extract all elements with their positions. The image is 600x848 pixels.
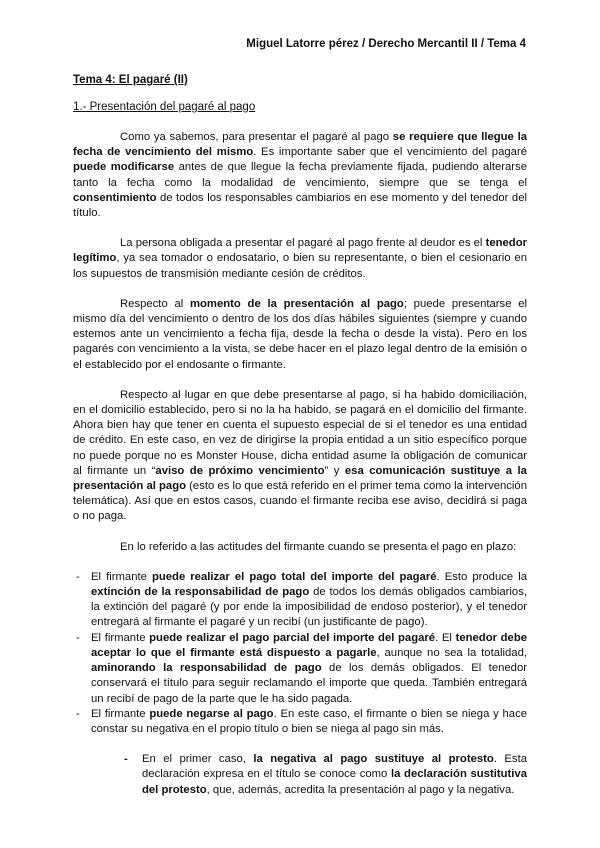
firmante-actions-list bbox=[73, 570, 527, 737]
list-item: - En el primer caso, la negativa al pago sustituye al protesto. Esta declaración expresa en el título se conoce como la declaración sustitutiva del protesto, que, además, acredita la presentación al pago y la negativa. bbox=[124, 753, 527, 796]
list-item: - El firmante puede negarse al pago. En este caso, el firmante o bien se niega y hace constar su negativa en el propio título o bien se niega al pago sin más. bbox=[76, 707, 528, 735]
document-body bbox=[73, 130, 527, 798]
paragraph-2: La persona obligada a presentar el pagaré al pago frente al deudor es el tenedor legítimo, ya sea tomador o endosatario, o bien su representante, o bien el cesionario en los supuestos de transmisión mediante cesión de créditos. bbox=[73, 237, 527, 280]
paragraph-5: En lo referido a las actitudes del firmante cuando se presenta el pago en plazo: bbox=[120, 540, 517, 553]
paragraph-3: Respecto al momento de la presentación al pago; puede presentarse el mismo día del vencimiento o dentro de los dos días hábiles siguientes (siempre y cuando estemos ante un vencimiento a fecha fija, desde la fecha o desde la vista). Pero en los pagarés con vencimiento a la vista, se debe hacer en el plazo legal dentro de la emisión o el establecido por el endosante o firmante. bbox=[73, 297, 528, 371]
negativa-sublist bbox=[124, 752, 527, 798]
list-item: - El firmante puede realizar el pago parcial del importe del pagaré. El tenedor debe aceptar lo que el firmante está dispuesto a pagarle, aunque no sea la totalidad, aminorando la responsabilidad de pago de los demás obligados. El tenedor conservará el título para seguir reclamando el importe que queda. También entregará un recibí de pago de la parte que le ha sido pagada. bbox=[76, 631, 528, 705]
document-title: Tema 4: El pagaré (II) bbox=[73, 74, 188, 86]
paragraph-1: Como ya sabemos, para presentar el pagaré al pago se requiere que llegue la fecha de vencimiento del mismo. Es importante saber que el vencimiento del pagaré puede modificarse antes de que llegue la fecha previamente fijada, pudiendo alterarse tanto la fecha como la modalidad de vencimiento, siempre que se tenga el consentimiento de todos los responsables cambiarios en ese momento y del tenedor del título. bbox=[73, 131, 527, 220]
paragraph-4: Respecto al lugar en que debe presentarse al pago, si ha habido domiciliación, en el domicilio establecido, pero si no la ha habido, se pagará en el domicilio del firmante. Ahora bien hay que tener en cuenta el supuesto especial de si el tenedor es una entidad de crédito. En este caso, en vez de dirigirse la propia entidad a un sitio específico porque no puede porque no es Monster House, dicha entidad asume la obligación de comunicar al firmante un “aviso de próximo vencimiento” y esa comunicación sustituye a la presentación al pago (esto es lo que está referido en el primer tema como la intervención telemática). Así que en estos casos, cuando el firmante reciba ese aviso, decidirá si paga o no paga. bbox=[73, 388, 528, 523]
page-header: Miguel Latorre pérez / Derecho Mercantil II / Tema 4 bbox=[246, 38, 526, 50]
list-item: - El firmante puede realizar el pago total del importe del pagaré. Esto produce la extinción de la responsabilidad de pago de todos los demás obligados cambiarios, la extinción del pagaré (y por ende la imposibilidad de endoso posterior), y el tenedor entregará al firmante el pagaré y un recibí (un justificante de pago). bbox=[76, 570, 528, 629]
section-heading: 1.- Presentación del pagaré al pago bbox=[73, 101, 256, 113]
